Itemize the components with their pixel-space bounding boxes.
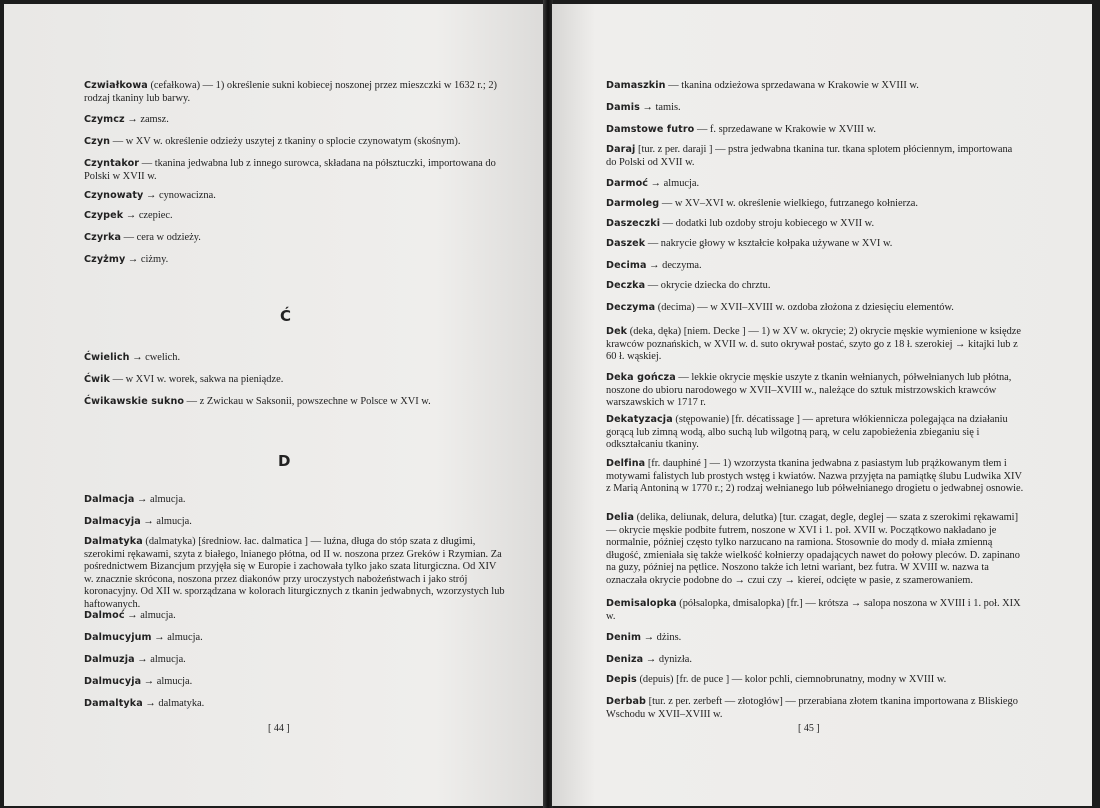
- entry-headword: Dalmoć: [84, 610, 125, 621]
- entry-headword: Delia: [606, 512, 635, 523]
- entry-definition: — w XVI w. worek, sakwa na pieniądze.: [109, 374, 284, 385]
- entry-definition: → almucja.: [151, 632, 203, 643]
- entry-definition: → almucja.: [134, 654, 186, 665]
- entry-headword: Czwiałkowa: [84, 80, 148, 91]
- entry-definition: — tkanina jedwabna lub z innego surowca, składana na półsztuczki, importowana do Polski w XVII w.: [84, 158, 496, 182]
- entry-definition: → almucja.: [124, 610, 176, 621]
- entry-definition: — tkanina odzieżowa sprzedawana w Krakowie w XVIII w.: [665, 80, 919, 91]
- page-number-left: [ 44 ]: [268, 723, 290, 734]
- dictionary-entry: [606, 280, 1024, 293]
- entry-definition: (stępowanie) [fr. décatissage ] — apretura włókiennicza polegająca na działaniu gorącą lub zimną wodą, albo suchą lub wilgotną parą, w celu zapobieżenia zbieganiu się i odkształcaniu tkaniny.: [606, 414, 1008, 451]
- dictionary-entry: [84, 698, 506, 711]
- entry-headword: Demisalopka: [606, 598, 677, 609]
- entry-definition: → zamsz.: [124, 114, 169, 125]
- left-page: [4, 4, 544, 806]
- dictionary-entry: [606, 198, 1024, 211]
- dictionary-entry: [84, 254, 506, 267]
- entry-definition: → cynowacizna.: [143, 190, 216, 201]
- entry-headword: Damstowe futro: [606, 124, 695, 135]
- dictionary-entry: [84, 232, 506, 245]
- entry-definition: — lekkie okrycie męskie uszyte z tkanin wełnianych, półwełnianych lub płótna, noszone do ubioru narodowego w XVII–XVIII w., należące do sztuk mistrzowskich krawców warszawskich w 1717 r.: [606, 372, 1012, 409]
- dictionary-entry: [606, 598, 1024, 623]
- dictionary-entry: [606, 512, 1024, 588]
- dictionary-entry: [606, 238, 1024, 251]
- entry-headword: Deka gończa: [606, 372, 676, 383]
- entry-headword: Decima: [606, 260, 647, 271]
- entry-definition: (dalmatyka) [średniow. łac. dalmatica ] — luźna, długa do stóp szata z długimi, szerokimi rękawami, szyta z białego, lnianego płótna, od II w. noszona przez Greków i Rzymian. Za pośrednictwem Bizancjum przyjęła się w Europie i zachowała tylko jako szata liturgiczna. Od XIV w. znacznie skrócona, noszona przez diakonów przy uroczystych nabożeństwach i jako strój koronacyjny. Od XII w. sporządzana w kolorach liturgicznych z tkanin jedwabnych, wzorzystych lub haftowanych.: [84, 536, 505, 610]
- entry-definition: → almucja.: [648, 178, 700, 189]
- entry-definition: → czepiec.: [123, 210, 173, 221]
- entry-definition: (delika, deliunak, delura, delutka) [tur. czagat, degle, deglej — szata z szerokimi rękawami] — okrycie męskie podbite futrem, noszone w XVI i 1. poł. XVII w. Początkowo nakładano je normalnie, później często tylko narzucano na ramiona. Stosownie do mody d. miała zmienną długość, zmieniała się także wielkość kołnierzy opadających nawet do połowy pleców. D. zapinano na guzy, później na pętlice. Noszono także ich letni wariant, bez futra. W XVIII w. nazwa ta oznaczała okrycie podobne do → czui czy → kiereí, odcięte w pasie, z szamerowaniem.: [606, 512, 1020, 586]
- dictionary-entry: [84, 136, 506, 149]
- entry-headword: Daraj: [606, 144, 636, 155]
- dictionary-entry: [84, 396, 506, 409]
- entry-headword: Dalmacja: [84, 494, 135, 505]
- entry-definition: (półsalopka, dmisalopka) [fr.] — krótsza → salopa noszona w XVIII i 1. poł. XIX w.: [606, 598, 1021, 622]
- dictionary-entry: [606, 218, 1024, 231]
- entry-headword: Derbab: [606, 696, 647, 707]
- entry-headword: Dalmacyja: [84, 516, 141, 527]
- entry-definition: — okrycie dziecka do chrztu.: [645, 280, 771, 291]
- dictionary-entry: [84, 114, 506, 127]
- entry-headword: Dalmuzja: [84, 654, 135, 665]
- entry-definition: [fr. dauphiné ] — 1) wzorzysta tkanina jedwabna z pasiastym lub prążkowanym tłem i motywami falistych lub prostych wstęg i kwiatów. Nazwa przyjęta na pamiątkę ślubu Ludwika XIV z Marią Antoniną w 1770 r.; 2) rodzaj wełnianego lub półwełnianego drogietu o jedwabnej osnowie.: [606, 458, 1024, 495]
- entry-headword: Damaltyka: [84, 698, 143, 709]
- dictionary-entry: [84, 654, 506, 667]
- entry-headword: Delfina: [606, 458, 646, 469]
- dictionary-entry: [84, 632, 506, 645]
- entry-definition: → dynizła.: [643, 654, 693, 665]
- entry-definition: → almucja.: [134, 494, 186, 505]
- dictionary-entry: [606, 372, 1024, 410]
- entry-headword: Dalmatyka: [84, 536, 143, 547]
- dictionary-entry: [606, 80, 1024, 93]
- entry-definition: [tur. z per. zerbeft — złotogłów] — przerabiana złotem tkanina importowana z Bliskiego Wschodu w XVII–XVIII w.: [606, 696, 1018, 720]
- dictionary-entry: [84, 516, 506, 529]
- entry-definition: (decima) — w XVII–XVIII w. ozdoba złożona z dziesięciu elementów.: [655, 302, 954, 313]
- entry-headword: Czyntakor: [84, 158, 140, 169]
- entry-definition: — cera w odzieży.: [121, 232, 201, 243]
- dictionary-entry: [606, 302, 1024, 315]
- dictionary-entry: [84, 210, 506, 223]
- dictionary-entry: [84, 80, 506, 105]
- entry-definition: — dodatki lub ozdoby stroju kobiecego w XVII w.: [660, 218, 875, 229]
- entry-headword: Dek: [606, 326, 628, 337]
- dictionary-entry: [606, 124, 1024, 137]
- dictionary-entry: [606, 654, 1024, 667]
- page-number-right: [ 45 ]: [798, 723, 820, 734]
- dictionary-entry: [606, 674, 1024, 687]
- entry-headword: Daszeczki: [606, 218, 661, 229]
- dictionary-entry: [606, 414, 1024, 452]
- entry-headword: Deczka: [606, 280, 646, 291]
- dictionary-entry: [84, 536, 506, 612]
- entry-definition: — nakrycie głowy w kształcie kołpaka używane w XVI w.: [645, 238, 893, 249]
- entry-headword: Czymcz: [84, 114, 125, 125]
- entry-headword: Czyżmy: [84, 254, 126, 265]
- entry-definition: [tur. z per. daraji ] — pstra jedwabna tkanina tur. tkana splotem płóciennym, importowana do Polski od XVII w.: [606, 144, 1013, 168]
- entry-definition: — f. sprzedawane w Krakowie w XVIII w.: [694, 124, 877, 135]
- dictionary-entry: [84, 374, 506, 387]
- entry-definition: (depuis) [fr. de puce ] — kolor pchli, ciemnobrunatny, modny w XVIII w.: [636, 674, 947, 685]
- entry-definition: → ciżmy.: [125, 254, 169, 265]
- entry-definition: (cefałkowa) — 1) określenie sukni kobiecej noszonej przez mieszczki w 1632 r.; 2) rodzaj tkaniny lub barwy.: [84, 80, 497, 104]
- entry-headword: Dalmucyjum: [84, 632, 152, 643]
- entry-headword: Czyrka: [84, 232, 122, 243]
- dictionary-entry: [606, 696, 1024, 721]
- entry-headword: Deniza: [606, 654, 644, 665]
- entry-definition: (deka, dęka) [niem. Decke ] — 1) w XV w. okrycie; 2) okrycie męskie wymienione w księdze krawców poznańskich, w XVII w. d. suto okrywał postać, szyto go z 18 ł. szerokiej → kitajki lub z 60 ł. wąskiej.: [606, 326, 1022, 363]
- dictionary-entry: [84, 190, 506, 203]
- entry-headword: Czyn: [84, 136, 111, 147]
- entry-definition: → deczyma.: [646, 260, 702, 271]
- entry-definition: → almucja.: [140, 516, 192, 527]
- entry-headword: Dekatyzacja: [606, 414, 673, 425]
- entry-definition: → dżins.: [641, 632, 682, 643]
- entry-headword: Deczyma: [606, 302, 656, 313]
- dictionary-entry: [84, 158, 506, 183]
- dictionary-entry: [84, 676, 506, 689]
- entry-definition: → almucja.: [141, 676, 193, 687]
- entry-headword: Depis: [606, 674, 637, 685]
- dictionary-entry: [84, 352, 506, 365]
- entry-headword: Czypek: [84, 210, 124, 221]
- entry-headword: Ćwik: [84, 374, 110, 385]
- entry-headword: Ćwielich: [84, 352, 130, 363]
- dictionary-entry: [606, 102, 1024, 115]
- dictionary-entry: [84, 610, 506, 623]
- dictionary-entry: [606, 458, 1024, 496]
- entry-headword: Darmoleg: [606, 198, 660, 209]
- entry-headword: Damis: [606, 102, 640, 113]
- entry-headword: Ćwikawskie sukno: [84, 396, 185, 407]
- dictionary-entry: [84, 494, 506, 507]
- right-page: [552, 4, 1092, 806]
- entry-headword: Denim: [606, 632, 642, 643]
- section-letter-d: D: [278, 452, 291, 470]
- entry-headword: Darmoć: [606, 178, 649, 189]
- entry-definition: → cwelich.: [129, 352, 181, 363]
- entry-definition: — z Zwickau w Saksonii, powszechne w Polsce w XVI w.: [184, 396, 431, 407]
- entry-headword: Damaszkin: [606, 80, 666, 91]
- entry-definition: — w XV w. określenie odzieży uszytej z tkaniny o splocie czynowatym (skośnym).: [110, 136, 461, 147]
- section-letter-c: Ć: [280, 307, 292, 325]
- dictionary-entry: [606, 260, 1024, 273]
- dictionary-entry: [606, 144, 1024, 169]
- dictionary-entry: [606, 178, 1024, 191]
- entry-definition: → tamis.: [639, 102, 681, 113]
- entry-headword: Daszek: [606, 238, 646, 249]
- entry-definition: — w XV–XVI w. określenie wielkiego, futrzanego kołnierza.: [659, 198, 918, 209]
- entry-headword: Dalmucyja: [84, 676, 142, 687]
- entry-headword: Czynowaty: [84, 190, 144, 201]
- dictionary-entry: [606, 326, 1024, 364]
- dictionary-entry: [606, 632, 1024, 645]
- entry-definition: → dalmatyka.: [142, 698, 205, 709]
